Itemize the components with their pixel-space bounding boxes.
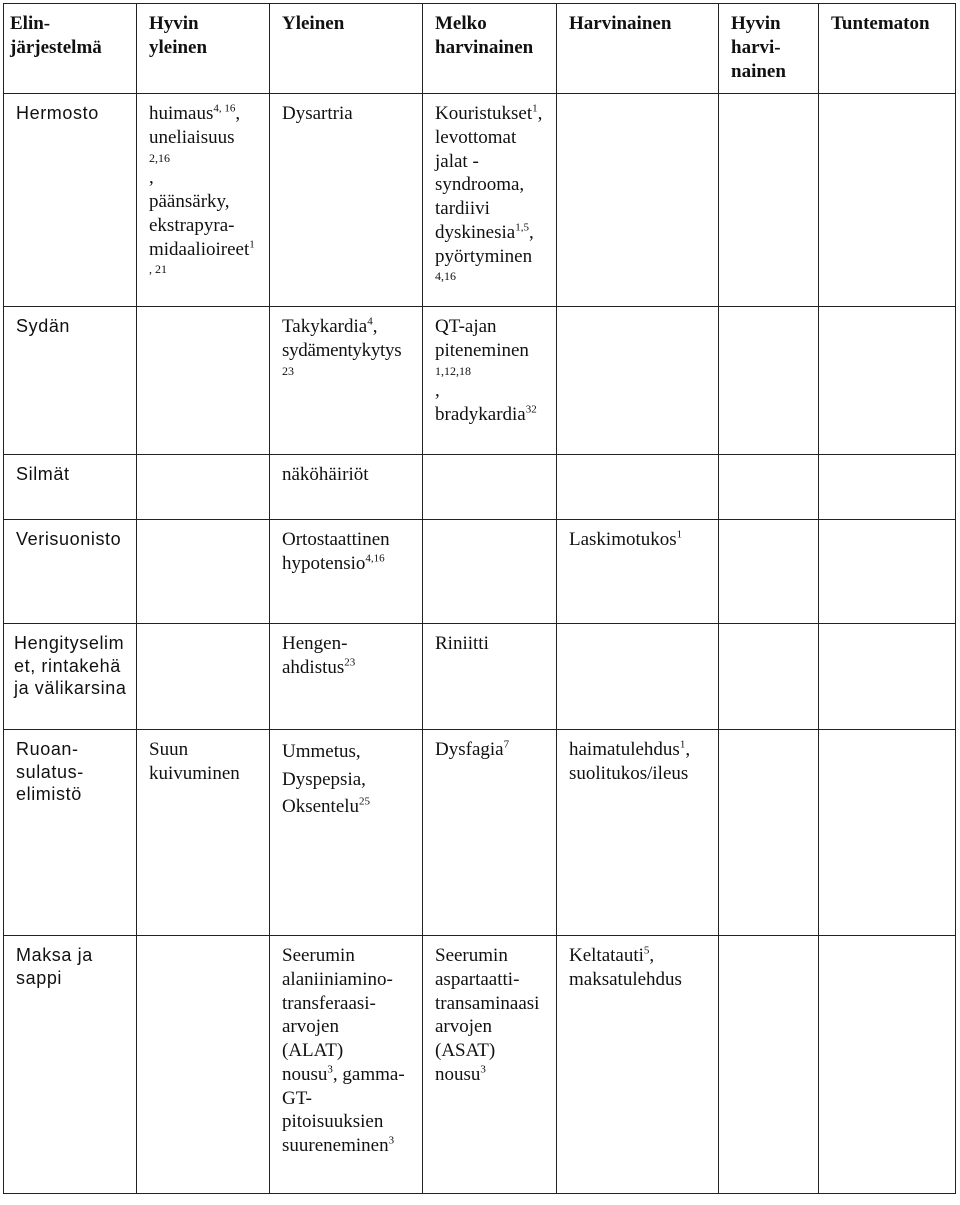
row-eyes <box>4 455 956 520</box>
uncommon-cell <box>423 520 557 624</box>
rare-cell <box>557 94 719 307</box>
adverse-effects-table <box>3 3 956 1194</box>
very-common-cell <box>137 455 270 520</box>
very-rare-cell <box>719 624 819 730</box>
very-common-cell: huimaus$^{4, 16}$, uneliaisuus 2,16 , päänsärky, ekstrapyra- midaalioireet$^1$ , 21 <box>137 94 270 307</box>
very-rare-cell <box>719 307 819 455</box>
header-organ-system: Elin- järjestelmä <box>4 4 137 94</box>
header-very-rare: Hyvin harvi- nainen <box>719 4 819 94</box>
common-cell: Hengen- ahdistus$^{23}$ <box>270 624 423 730</box>
rare-cell <box>557 307 719 455</box>
organ-cell: Silmät <box>4 455 137 520</box>
header-row <box>4 4 956 94</box>
header-common: Yleinen <box>270 4 423 94</box>
uncommon-cell: QT-ajan piteneminen 1,12,18 , bradykardia$^{32}$ <box>423 307 557 455</box>
uncommon-cell: Seerumin aspartaatti- transaminaasi arvojen (ASAT) nousu$^3$ <box>423 936 557 1194</box>
rare-cell <box>557 624 719 730</box>
common-cell: Seerumin alaniiniamino- transferaasi- arvojen (ALAT) nousu$^3$, gamma- GT- pitoisuuksien suureneminen$^3$ <box>270 936 423 1194</box>
row-liver-biliary <box>4 936 956 1194</box>
row-heart <box>4 307 956 455</box>
common-cell: Ummetus, Dyspepsia, Oksentelu$^{25}$ <box>270 730 423 936</box>
uncommon-cell: Kouristukset$^1$, levottomat jalat - syndrooma, tardiivi dyskinesia$^{1,5}$, pyörtyminen 4,16 <box>423 94 557 307</box>
unknown-cell <box>819 936 956 1194</box>
header-very-common: Hyvin yleinen <box>137 4 270 94</box>
very-rare-cell <box>719 94 819 307</box>
organ-cell: Maksa ja sappi <box>4 936 137 1194</box>
very-common-cell <box>137 624 270 730</box>
unknown-cell <box>819 307 956 455</box>
unknown-cell <box>819 730 956 936</box>
very-rare-cell <box>719 730 819 936</box>
very-common-cell <box>137 307 270 455</box>
common-cell: Takykardia$^4$, sydämentykytys 23 <box>270 307 423 455</box>
rare-cell: Laskimotukos$^1$ <box>557 520 719 624</box>
row-gastrointestinal <box>4 730 956 936</box>
very-rare-cell <box>719 936 819 1194</box>
uncommon-cell: Dysfagia$^7$ <box>423 730 557 936</box>
organ-cell: Ruoan- sulatus- elimistö <box>4 730 137 936</box>
common-cell: Ortostaattinen hypotensio$^{4,16}$ <box>270 520 423 624</box>
rare-cell: haimatulehdus$^1$, suolitukos/ileus <box>557 730 719 936</box>
organ-cell: Verisuonisto <box>4 520 137 624</box>
uncommon-cell <box>423 455 557 520</box>
uncommon-cell: Riniitti <box>423 624 557 730</box>
unknown-cell <box>819 94 956 307</box>
common-cell: näköhäiriöt <box>270 455 423 520</box>
very-common-cell <box>137 936 270 1194</box>
header-uncommon: Melko harvinainen <box>423 4 557 94</box>
row-vascular <box>4 520 956 624</box>
unknown-cell <box>819 520 956 624</box>
row-nervous-system <box>4 94 956 307</box>
very-rare-cell <box>719 455 819 520</box>
row-respiratory <box>4 624 956 730</box>
unknown-cell <box>819 624 956 730</box>
very-rare-cell <box>719 520 819 624</box>
rare-cell: Keltatauti$^5$, maksatulehdus <box>557 936 719 1194</box>
very-common-cell <box>137 520 270 624</box>
common-cell: Dysartria <box>270 94 423 307</box>
header-unknown: Tuntematon <box>819 4 956 94</box>
rare-cell <box>557 455 719 520</box>
unknown-cell <box>819 455 956 520</box>
header-rare: Harvinainen <box>557 4 719 94</box>
organ-cell: Sydän <box>4 307 137 455</box>
organ-cell: Hermosto <box>4 94 137 307</box>
organ-cell: Hengityselim et, rintakehä ja välikarsina <box>4 624 137 730</box>
very-common-cell: Suun kuivuminen <box>137 730 270 936</box>
